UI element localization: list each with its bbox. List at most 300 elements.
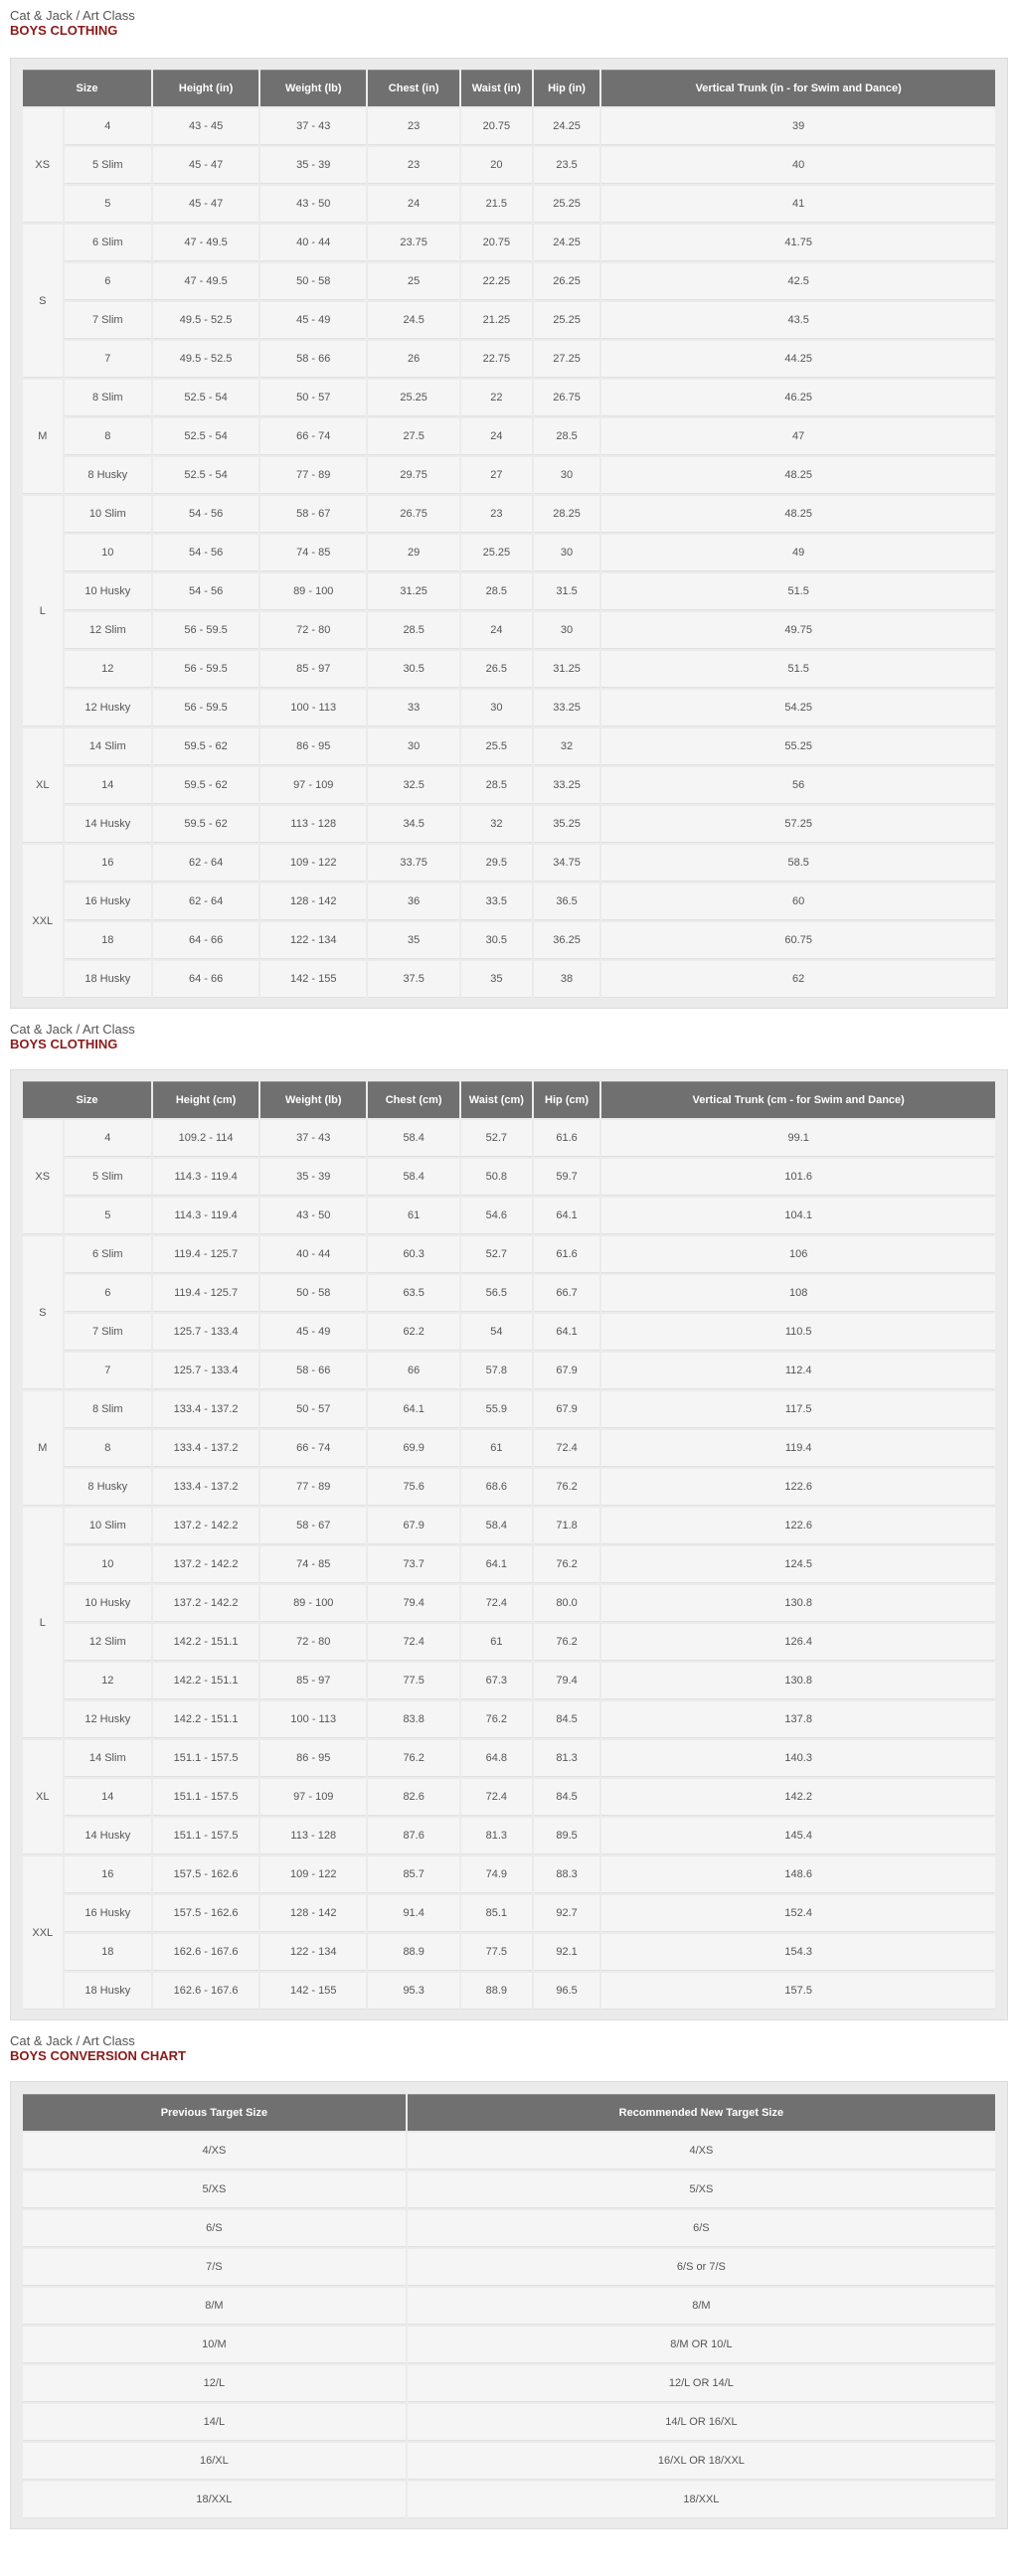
table-cell: 47 - 49.5	[153, 225, 258, 261]
table-cell: 12	[65, 651, 151, 688]
table-cell: 106	[601, 1236, 995, 1273]
table-cell: 88.9	[368, 1934, 459, 1971]
table-row	[23, 1508, 995, 1544]
table-cell: 8 Slim	[65, 1391, 151, 1428]
table-cell: 67.3	[461, 1663, 532, 1699]
table-cell: 42.5	[601, 263, 995, 300]
table-cell: 43 - 50	[260, 1198, 366, 1234]
table-row	[23, 884, 995, 920]
table-cell: 122.6	[601, 1508, 995, 1544]
table-cell: 37 - 43	[260, 108, 366, 145]
table-cell: 62 - 64	[153, 845, 258, 882]
table-cell: 126.4	[601, 1624, 995, 1661]
table-cell: 24	[461, 612, 532, 649]
table-cell: 4/XS	[23, 2133, 406, 2170]
table-cell: 35	[368, 922, 459, 959]
table-cell: 26	[368, 341, 459, 378]
table-cell: 18	[65, 922, 151, 959]
table-cell: 61	[461, 1624, 532, 1661]
table-cell: 25	[368, 263, 459, 300]
table-cell: 97 - 109	[260, 767, 366, 804]
table-cell: 26.75	[368, 496, 459, 533]
table-cell: 92.1	[534, 1934, 600, 1971]
table-cell: 33.25	[534, 690, 600, 726]
table-cell: 86 - 95	[260, 728, 366, 765]
table-cell: 73.7	[368, 1546, 459, 1583]
table-row	[23, 186, 995, 223]
table-cell: 137.2 - 142.2	[153, 1508, 258, 1544]
size-table-frame	[10, 1069, 1008, 2020]
table-row	[23, 1430, 995, 1467]
table-cell: 54	[461, 1314, 532, 1351]
table-cell: 28.5	[534, 418, 600, 455]
table-cell: 14 Slim	[65, 728, 151, 765]
table-cell: 7 Slim	[65, 302, 151, 339]
table-cell: 4	[65, 108, 151, 145]
section-title: BOYS CLOTHING	[10, 23, 118, 38]
table-cell: 59.5 - 62	[153, 806, 258, 843]
table-cell: 86 - 95	[260, 1740, 366, 1777]
table-cell: 96.5	[534, 1973, 600, 2010]
table-cell: 60	[601, 884, 995, 920]
table-cell: 28.5	[461, 767, 532, 804]
table-cell: 148.6	[601, 1856, 995, 1893]
column-header: Vertical Trunk (in - for Swim and Dance)	[601, 70, 995, 106]
table-row	[23, 1973, 995, 2010]
table-row	[23, 1585, 995, 1622]
table-row	[23, 651, 995, 688]
table-cell: 74 - 85	[260, 1546, 366, 1583]
table-cell: 92.7	[534, 1895, 600, 1932]
table-row	[23, 1120, 995, 1157]
table-cell: 22.75	[461, 341, 532, 378]
table-cell: 6 Slim	[65, 225, 151, 261]
table-row	[23, 1624, 995, 1661]
table-cell: 142 - 155	[260, 961, 366, 998]
table-row	[23, 535, 995, 571]
table-cell: 133.4 - 137.2	[153, 1391, 258, 1428]
table-cell: 76.2	[461, 1701, 532, 1738]
column-header: Vertical Trunk (cm - for Swim and Dance)	[601, 1081, 995, 1118]
table-cell: 66 - 74	[260, 1430, 366, 1467]
table-cell: 114.3 - 119.4	[153, 1198, 258, 1234]
table-row	[23, 1275, 995, 1312]
table-cell: 108	[601, 1275, 995, 1312]
table-cell: 30	[534, 612, 600, 649]
table-cell: 85.1	[461, 1895, 532, 1932]
table-cell: 64.8	[461, 1740, 532, 1777]
table-cell: 130.8	[601, 1585, 995, 1622]
table-cell: 54 - 56	[153, 573, 258, 610]
metric-size-table	[21, 1079, 997, 2012]
table-cell: 89 - 100	[260, 1585, 366, 1622]
table-cell: 16/XL	[23, 2443, 406, 2480]
table-cell: 12 Husky	[65, 1701, 151, 1738]
table-cell: 8/M	[408, 2288, 995, 2325]
table-cell: 145.4	[601, 1818, 995, 1854]
table-cell: 14 Slim	[65, 1740, 151, 1777]
table-cell: 37.5	[368, 961, 459, 998]
table-cell: 5	[65, 186, 151, 223]
column-header: Size	[23, 70, 151, 106]
table-cell: 38	[534, 961, 600, 998]
table-cell: 137.2 - 142.2	[153, 1546, 258, 1583]
table-cell: 57.8	[461, 1353, 532, 1389]
table-cell: 26.75	[534, 380, 600, 416]
table-cell: 112.4	[601, 1353, 995, 1389]
table-cell: 55.9	[461, 1391, 532, 1428]
table-cell: 20.75	[461, 225, 532, 261]
table-cell: 10 Husky	[65, 1585, 151, 1622]
table-cell: 72.4	[461, 1585, 532, 1622]
table-cell: 140.3	[601, 1740, 995, 1777]
table-cell: 4/XS	[408, 2133, 995, 2170]
table-cell: 27	[461, 457, 532, 494]
table-cell: 52.5 - 54	[153, 380, 258, 416]
table-cell: 30	[461, 690, 532, 726]
table-cell: 77 - 89	[260, 1469, 366, 1506]
table-cell: 31.25	[534, 651, 600, 688]
table-cell: 100 - 113	[260, 690, 366, 726]
table-row	[23, 1701, 995, 1738]
table-cell: 6	[65, 263, 151, 300]
table-cell: 18	[65, 1934, 151, 1971]
table-cell: 72 - 80	[260, 1624, 366, 1661]
table-cell: 29.75	[368, 457, 459, 494]
table-cell: 125.7 - 133.4	[153, 1314, 258, 1351]
table-cell: 8 Husky	[65, 457, 151, 494]
table-cell: 6/S or 7/S	[408, 2249, 995, 2286]
table-cell: 80.0	[534, 1585, 600, 1622]
table-cell: 27.5	[368, 418, 459, 455]
table-cell: 16 Husky	[65, 1895, 151, 1932]
table-cell: 76.2	[534, 1624, 600, 1661]
table-cell: 32.5	[368, 767, 459, 804]
table-cell: 18 Husky	[65, 1973, 151, 2010]
table-cell: 74 - 85	[260, 535, 366, 571]
table-cell: 151.1 - 157.5	[153, 1779, 258, 1816]
table-row	[23, 728, 995, 765]
table-cell: 122 - 134	[260, 922, 366, 959]
table-cell: 85.7	[368, 1856, 459, 1893]
table-cell: 62.2	[368, 1314, 459, 1351]
column-header: Waist (in)	[461, 70, 532, 106]
table-cell: 66 - 74	[260, 418, 366, 455]
table-cell: 151.1 - 157.5	[153, 1740, 258, 1777]
table-cell: 36	[368, 884, 459, 920]
table-cell: 23	[368, 108, 459, 145]
column-header: Waist (cm)	[461, 1081, 532, 1118]
table-row	[23, 1663, 995, 1699]
table-cell: 28.5	[368, 612, 459, 649]
table-row	[23, 225, 995, 261]
table-cell: 26.5	[461, 651, 532, 688]
table-cell: 7/S	[23, 2249, 406, 2286]
table-cell: 40 - 44	[260, 225, 366, 261]
table-cell: 56.5	[461, 1275, 532, 1312]
table-cell: 35 - 39	[260, 1159, 366, 1196]
table-cell: 45 - 47	[153, 186, 258, 223]
table-cell: 24	[368, 186, 459, 223]
table-cell: 28.5	[461, 573, 532, 610]
table-cell: 25.25	[534, 186, 600, 223]
table-cell: 104.1	[601, 1198, 995, 1234]
table-cell: 44.25	[601, 341, 995, 378]
table-cell: 76.2	[368, 1740, 459, 1777]
table-cell: 5 Slim	[65, 1159, 151, 1196]
metric-size-section	[0, 1022, 1018, 2020]
table-cell: 151.1 - 157.5	[153, 1818, 258, 1854]
table-cell: 76.2	[534, 1469, 600, 1506]
table-cell: 18 Husky	[65, 961, 151, 998]
column-header: Previous Target Size	[23, 2094, 406, 2131]
table-row	[23, 1934, 995, 1971]
table-cell: 125.7 - 133.4	[153, 1353, 258, 1389]
table-cell: 100 - 113	[260, 1701, 366, 1738]
table-cell: 142 - 155	[260, 1973, 366, 2010]
table-cell: 64.1	[534, 1314, 600, 1351]
table-cell: 32	[534, 728, 600, 765]
table-cell: 23.5	[534, 147, 600, 184]
table-cell: 52.5 - 54	[153, 418, 258, 455]
table-row	[23, 1391, 995, 1428]
table-cell: 58.5	[601, 845, 995, 882]
table-cell: 50 - 58	[260, 263, 366, 300]
table-cell: 46.25	[601, 380, 995, 416]
table-cell: 50.8	[461, 1159, 532, 1196]
table-cell: 114.3 - 119.4	[153, 1159, 258, 1196]
table-row	[23, 2443, 995, 2480]
table-cell: 6	[65, 1275, 151, 1312]
table-cell: 69.9	[368, 1430, 459, 1467]
table-cell: 25.25	[368, 380, 459, 416]
table-cell: 8 Slim	[65, 380, 151, 416]
table-cell: 29.5	[461, 845, 532, 882]
size-group-label: XXL	[23, 845, 63, 998]
table-cell: 23.75	[368, 225, 459, 261]
table-cell: 58 - 67	[260, 496, 366, 533]
table-cell: 152.4	[601, 1895, 995, 1932]
table-cell: 77 - 89	[260, 457, 366, 494]
table-cell: 74.9	[461, 1856, 532, 1893]
table-cell: 52.5 - 54	[153, 457, 258, 494]
table-cell: 12	[65, 1663, 151, 1699]
table-cell: 49.75	[601, 612, 995, 649]
table-cell: 58 - 66	[260, 1353, 366, 1389]
table-cell: 47 - 49.5	[153, 263, 258, 300]
table-cell: 34.5	[368, 806, 459, 843]
table-cell: 51.5	[601, 651, 995, 688]
table-cell: 62 - 64	[153, 884, 258, 920]
table-cell: 6/S	[23, 2210, 406, 2247]
table-cell: 67.9	[534, 1391, 600, 1428]
size-group-label: M	[23, 1391, 63, 1506]
table-cell: 128 - 142	[260, 884, 366, 920]
table-row	[23, 1895, 995, 1932]
table-cell: 45 - 49	[260, 1314, 366, 1351]
table-cell: 35	[461, 961, 532, 998]
table-cell: 66.7	[534, 1275, 600, 1312]
table-cell: 72.4	[534, 1430, 600, 1467]
table-cell: 56 - 59.5	[153, 612, 258, 649]
table-cell: 48.25	[601, 457, 995, 494]
table-cell: 24.5	[368, 302, 459, 339]
table-cell: 117.5	[601, 1391, 995, 1428]
table-cell: 5/XS	[408, 2172, 995, 2208]
table-cell: 79.4	[368, 1585, 459, 1622]
table-cell: 33.25	[534, 767, 600, 804]
table-cell: 50 - 57	[260, 380, 366, 416]
table-cell: 72 - 80	[260, 612, 366, 649]
table-row	[23, 2210, 995, 2247]
column-header: Hip (in)	[534, 70, 600, 106]
table-cell: 109 - 122	[260, 845, 366, 882]
column-header: Height (cm)	[153, 1081, 258, 1118]
table-cell: 10 Slim	[65, 1508, 151, 1544]
table-cell: 55.25	[601, 728, 995, 765]
table-cell: 67.9	[368, 1508, 459, 1544]
table-cell: 10 Slim	[65, 496, 151, 533]
table-cell: 122.6	[601, 1469, 995, 1506]
table-cell: 41.75	[601, 225, 995, 261]
table-cell: 12 Slim	[65, 612, 151, 649]
table-cell: 84.5	[534, 1701, 600, 1738]
table-row	[23, 1546, 995, 1583]
table-cell: 142.2 - 151.1	[153, 1701, 258, 1738]
table-cell: 14 Husky	[65, 1818, 151, 1854]
table-cell: 16 Husky	[65, 884, 151, 920]
table-cell: 68.6	[461, 1469, 532, 1506]
table-cell: 142.2	[601, 1779, 995, 1816]
table-cell: 75.6	[368, 1469, 459, 1506]
table-cell: 122 - 134	[260, 1934, 366, 1971]
table-cell: 30.5	[461, 922, 532, 959]
table-cell: 63.5	[368, 1275, 459, 1312]
table-cell: 35 - 39	[260, 147, 366, 184]
header-row	[23, 70, 995, 106]
table-cell: 142.2 - 151.1	[153, 1624, 258, 1661]
table-row	[23, 1856, 995, 1893]
table-row	[23, 457, 995, 494]
table-cell: 30	[534, 457, 600, 494]
table-cell: 128 - 142	[260, 1895, 366, 1932]
table-cell: 5 Slim	[65, 147, 151, 184]
table-cell: 99.1	[601, 1120, 995, 1157]
table-cell: 157.5	[601, 1973, 995, 2010]
table-cell: 113 - 128	[260, 1818, 366, 1854]
table-cell: 20.75	[461, 108, 532, 145]
table-cell: 56 - 59.5	[153, 651, 258, 688]
size-group-label: XXL	[23, 1856, 63, 2010]
column-header: Size	[23, 1081, 151, 1118]
table-row	[23, 2327, 995, 2363]
table-row	[23, 263, 995, 300]
size-table-frame	[10, 58, 1008, 1009]
table-row	[23, 147, 995, 184]
table-cell: 157.5 - 162.6	[153, 1895, 258, 1932]
table-row	[23, 2365, 995, 2402]
table-cell: 77.5	[461, 1934, 532, 1971]
table-cell: 89.5	[534, 1818, 600, 1854]
table-cell: 23	[368, 147, 459, 184]
table-cell: 57.25	[601, 806, 995, 843]
table-cell: 76.2	[534, 1546, 600, 1583]
section-title: BOYS CONVERSION CHART	[10, 2048, 186, 2063]
table-row	[23, 496, 995, 533]
table-cell: 39	[601, 108, 995, 145]
table-cell: 10	[65, 535, 151, 571]
table-row	[23, 922, 995, 959]
section-subtitle: Cat & Jack / Art Class	[10, 2033, 135, 2048]
table-row	[23, 690, 995, 726]
table-cell: 43 - 45	[153, 108, 258, 145]
table-cell: 36.25	[534, 922, 600, 959]
table-cell: 119.4 - 125.7	[153, 1275, 258, 1312]
table-cell: 54 - 56	[153, 535, 258, 571]
table-cell: 25.5	[461, 728, 532, 765]
table-row	[23, 612, 995, 649]
table-cell: 8/M OR 10/L	[408, 2327, 995, 2363]
table-cell: 30	[534, 535, 600, 571]
table-row	[23, 302, 995, 339]
table-cell: 64 - 66	[153, 961, 258, 998]
table-cell: 84.5	[534, 1779, 600, 1816]
table-cell: 31.5	[534, 573, 600, 610]
table-cell: 79.4	[534, 1663, 600, 1699]
table-cell: 56 - 59.5	[153, 690, 258, 726]
table-cell: 162.6 - 167.6	[153, 1934, 258, 1971]
table-cell: 5/XS	[23, 2172, 406, 2208]
table-cell: 137.2 - 142.2	[153, 1585, 258, 1622]
table-cell: 71.8	[534, 1508, 600, 1544]
table-cell: 18/XXL	[408, 2482, 995, 2518]
size-group-label: S	[23, 225, 63, 378]
table-cell: 85 - 97	[260, 1663, 366, 1699]
table-cell: 26.25	[534, 263, 600, 300]
page	[0, 8, 1018, 2576]
size-group-label: XS	[23, 1120, 63, 1234]
table-row	[23, 573, 995, 610]
table-cell: 33.5	[461, 884, 532, 920]
table-cell: 40 - 44	[260, 1236, 366, 1273]
table-row	[23, 2249, 995, 2286]
table-cell: 12 Slim	[65, 1624, 151, 1661]
table-cell: 14 Husky	[65, 806, 151, 843]
table-cell: 34.75	[534, 845, 600, 882]
table-cell: 58.4	[461, 1508, 532, 1544]
conversion-section	[0, 2033, 1018, 2529]
section-subtitle: Cat & Jack / Art Class	[10, 8, 135, 23]
table-cell: 45 - 49	[260, 302, 366, 339]
table-cell: 81.3	[534, 1740, 600, 1777]
column-header: Hip (cm)	[534, 1081, 600, 1118]
table-row	[23, 845, 995, 882]
table-row	[23, 108, 995, 145]
table-cell: 109.2 - 114	[153, 1120, 258, 1157]
table-cell: 133.4 - 137.2	[153, 1469, 258, 1506]
table-cell: 51.5	[601, 573, 995, 610]
table-cell: 27.25	[534, 341, 600, 378]
table-cell: 133.4 - 137.2	[153, 1430, 258, 1467]
table-cell: 85 - 97	[260, 651, 366, 688]
table-cell: 54 - 56	[153, 496, 258, 533]
table-cell: 6 Slim	[65, 1236, 151, 1273]
table-cell: 54.6	[461, 1198, 532, 1234]
table-cell: 43.5	[601, 302, 995, 339]
table-cell: 16/XL OR 18/XXL	[408, 2443, 995, 2480]
table-cell: 154.3	[601, 1934, 995, 1971]
column-header: Weight (lb)	[260, 70, 366, 106]
